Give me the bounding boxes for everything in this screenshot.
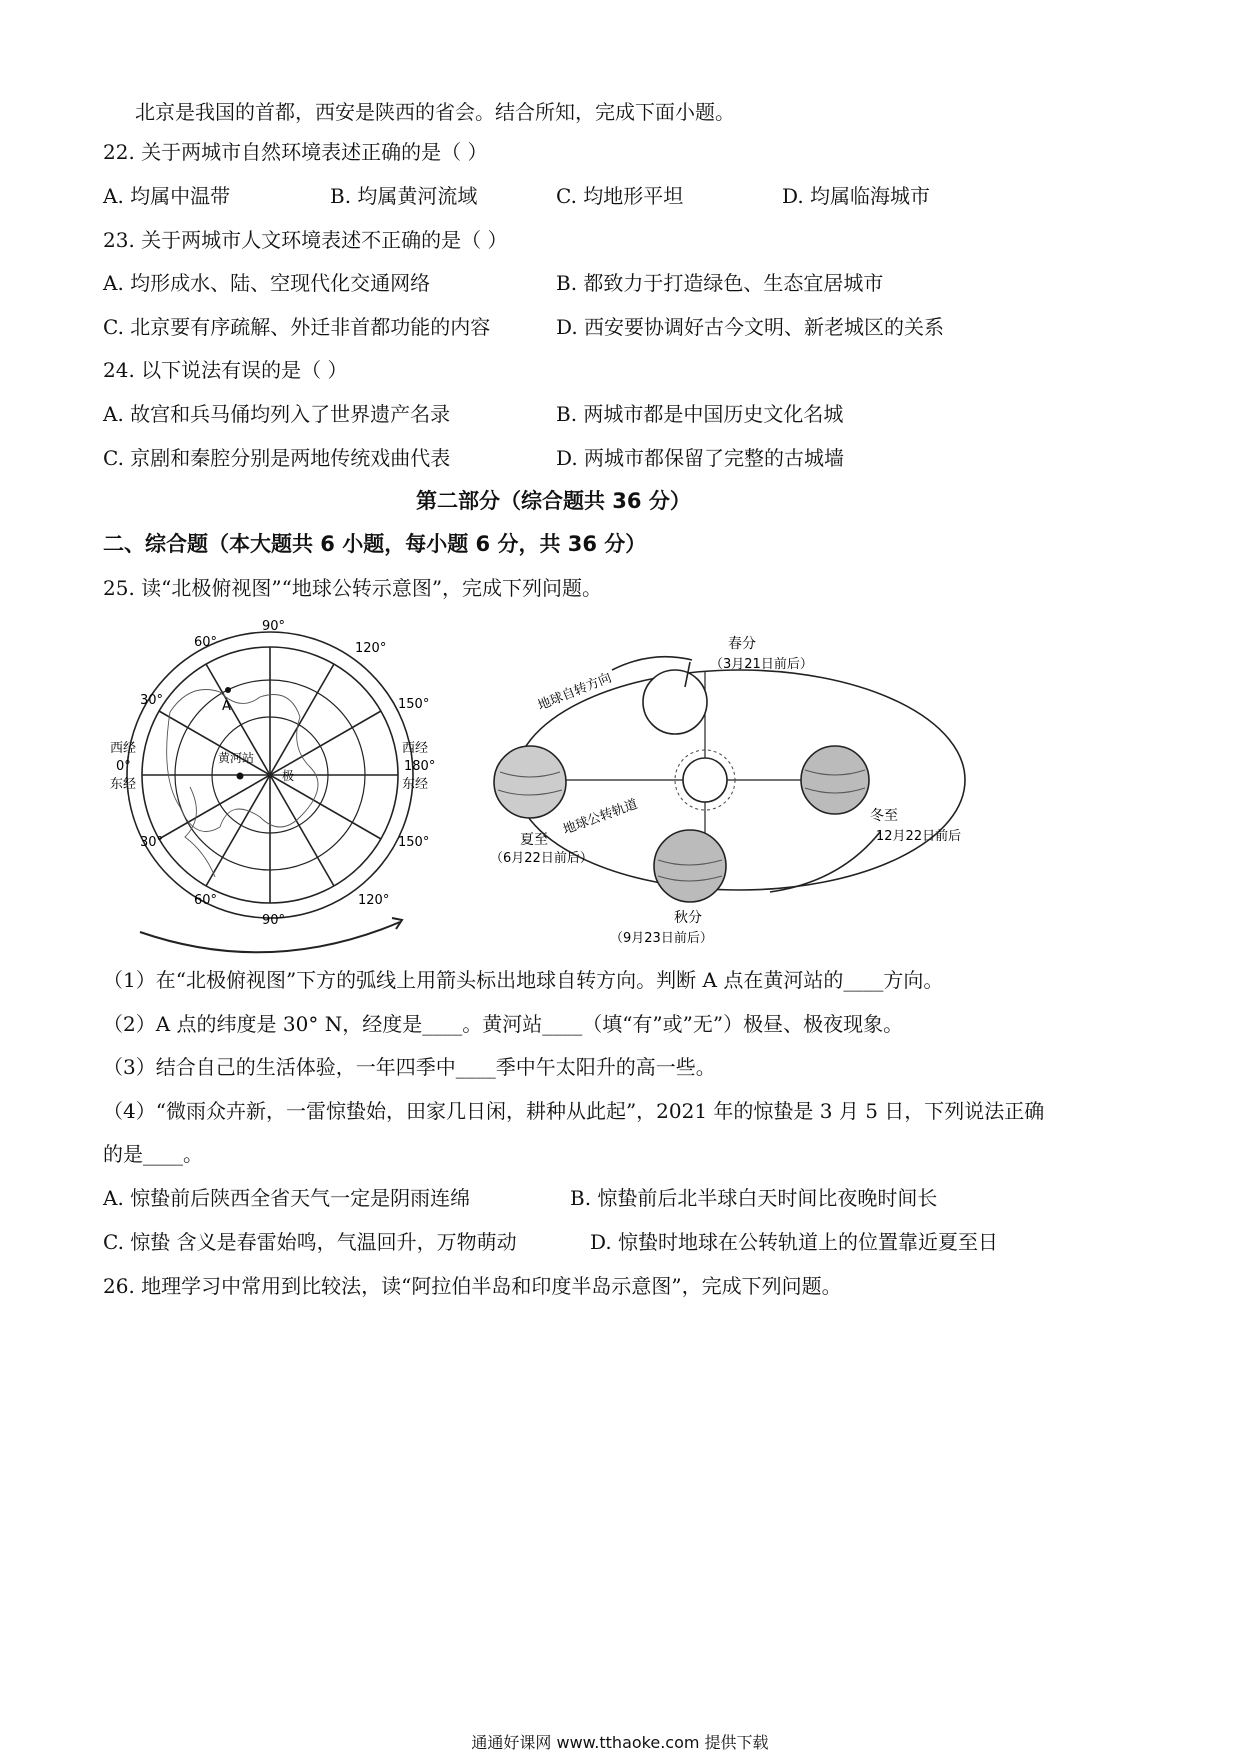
north-pole-map <box>110 612 436 957</box>
label-orbit: 地球公转轨道 <box>561 796 640 838</box>
station-point <box>237 773 244 780</box>
label-180: 180° <box>404 759 436 774</box>
question-25-sub-4: （4）“微雨众卉新，一雷惊蛰始，田家几日闲，耕种从此起”，2021 年的惊蛰是 3 月 5 日，下列说法正确 <box>103 1099 1045 1123</box>
label-summer: 夏至 <box>520 832 548 848</box>
question-25-stem: 25. 读“北极俯视图”“地球公转示意图”，完成下列问题。 <box>103 576 603 600</box>
label-rotation: 地球自转方向 <box>535 670 614 714</box>
earth-winter-icon <box>801 746 869 814</box>
label-winter: 冬至 <box>870 808 898 824</box>
part2-title: 第二部分（综合题共 36 分） <box>416 489 691 513</box>
label-60-south: 60° <box>194 893 218 908</box>
label-west-right: 西经 <box>402 741 429 756</box>
question-25-sub-3: （3）结合自己的生活体验，一年四季中____季中午太阳升的高一些。 <box>103 1055 716 1079</box>
label-30: 30° <box>140 693 164 708</box>
question-25-option-c: C. 惊蛰 含义是春雷始鸣，气温回升，万物萌动 <box>103 1230 517 1254</box>
question-25-option-d: D. 惊蛰时地球在公转轨道上的位置靠近夏至日 <box>590 1230 999 1254</box>
question-24-option-d: D. 两城市都保留了完整的古城墙 <box>556 446 845 470</box>
label-150-south: 150° <box>398 835 430 850</box>
question-22-option-a: A. 均属中温带 <box>103 184 231 208</box>
earth-autumn-icon <box>654 830 726 902</box>
question-25-sub-1: （1）在“北极俯视图”下方的弧线上用箭头标出地球自转方向。判断 A 点在黄河站的____方向。 <box>103 968 944 992</box>
sun-icon <box>675 750 735 810</box>
earth-summer-icon <box>494 746 566 818</box>
question-22-option-c: C. 均地形平坦 <box>556 184 684 208</box>
label-station: 黄河站 <box>218 751 255 765</box>
label-bottom-90: 90° <box>262 913 286 928</box>
label-30-south: 30° <box>140 835 164 850</box>
label-120: 120° <box>355 641 387 656</box>
question-22-option-b: B. 均属黄河流域 <box>330 184 478 208</box>
label-spring-date: （3月21日前后） <box>710 657 813 672</box>
earth-orbit-diagram <box>490 612 1000 957</box>
label-60: 60° <box>194 635 218 650</box>
label-summer-date: （6月22日前后） <box>490 851 593 866</box>
label-top-90: 90° <box>262 619 286 634</box>
question-25-option-a: A. 惊蛰前后陕西全省天气一定是阴雨连绵 <box>103 1186 471 1210</box>
label-autumn-date: （9月23日前后） <box>610 931 713 946</box>
question-23-option-c: C. 北京要有序疏解、外迁非首都功能的内容 <box>103 315 491 339</box>
footer-text: 通通好课网 www.tthaoke.com 提供下载 <box>471 1733 769 1752</box>
label-spring: 春分 <box>728 636 756 652</box>
question-25-sub-4-cont: 的是____。 <box>103 1142 203 1166</box>
question-25-option-b: B. 惊蛰前后北半球白天时间比夜晚时间长 <box>570 1186 938 1210</box>
question-26-stem: 26. 地理学习中常用到比较法，读“阿拉伯半岛和印度半岛示意图”，完成下列问题。 <box>103 1274 842 1298</box>
earth-spring-icon <box>643 662 707 734</box>
label-winter-date: 12月22日前后 <box>876 829 962 844</box>
label-west: 西经 <box>110 741 137 756</box>
label-point-a: A <box>222 699 231 714</box>
question-24-option-a: A. 故宫和兵马俑均列入了世界遗产名录 <box>103 402 451 426</box>
question-23-option-d: D. 西安要协调好古今文明、新老城区的关系 <box>556 315 945 339</box>
section-title: 二、综合题（本大题共 6 小题，每小题 6 分，共 36 分） <box>103 532 647 556</box>
intro-text: 北京是我国的首都，西安是陕西的省会。结合所知，完成下面小题。 <box>135 100 735 124</box>
question-23-option-b: B. 都致力于打造绿色、生态宜居城市 <box>556 271 884 295</box>
question-24-option-b: B. 两城市都是中国历史文化名城 <box>556 402 844 426</box>
label-150: 150° <box>398 697 430 712</box>
question-23-option-a: A. 均形成水、陆、空现代化交通网络 <box>103 271 431 295</box>
label-east-right: 东经 <box>402 777 429 792</box>
question-24-option-c: C. 京剧和秦腔分别是两地传统戏曲代表 <box>103 446 451 470</box>
label-east: 东经 <box>110 777 137 792</box>
question-22-option-d: D. 均属临海城市 <box>782 184 931 208</box>
question-24-stem: 24. 以下说法有误的是（ ） <box>103 358 348 382</box>
question-22-stem: 22. 关于两城市自然环境表述正确的是（ ） <box>103 140 488 164</box>
point-a-dot <box>225 687 231 693</box>
label-pole: 极 <box>282 769 295 783</box>
label-zero: 0° <box>116 759 131 774</box>
question-23-stem: 23. 关于两城市人文环境表述不正确的是（ ） <box>103 228 508 252</box>
question-25-sub-2: （2）A 点的纬度是 30° N，经度是____。黄河站____（填“有”或”无”）极昼、极夜现象。 <box>103 1012 904 1036</box>
label-autumn: 秋分 <box>674 910 702 926</box>
label-120-south: 120° <box>358 893 390 908</box>
